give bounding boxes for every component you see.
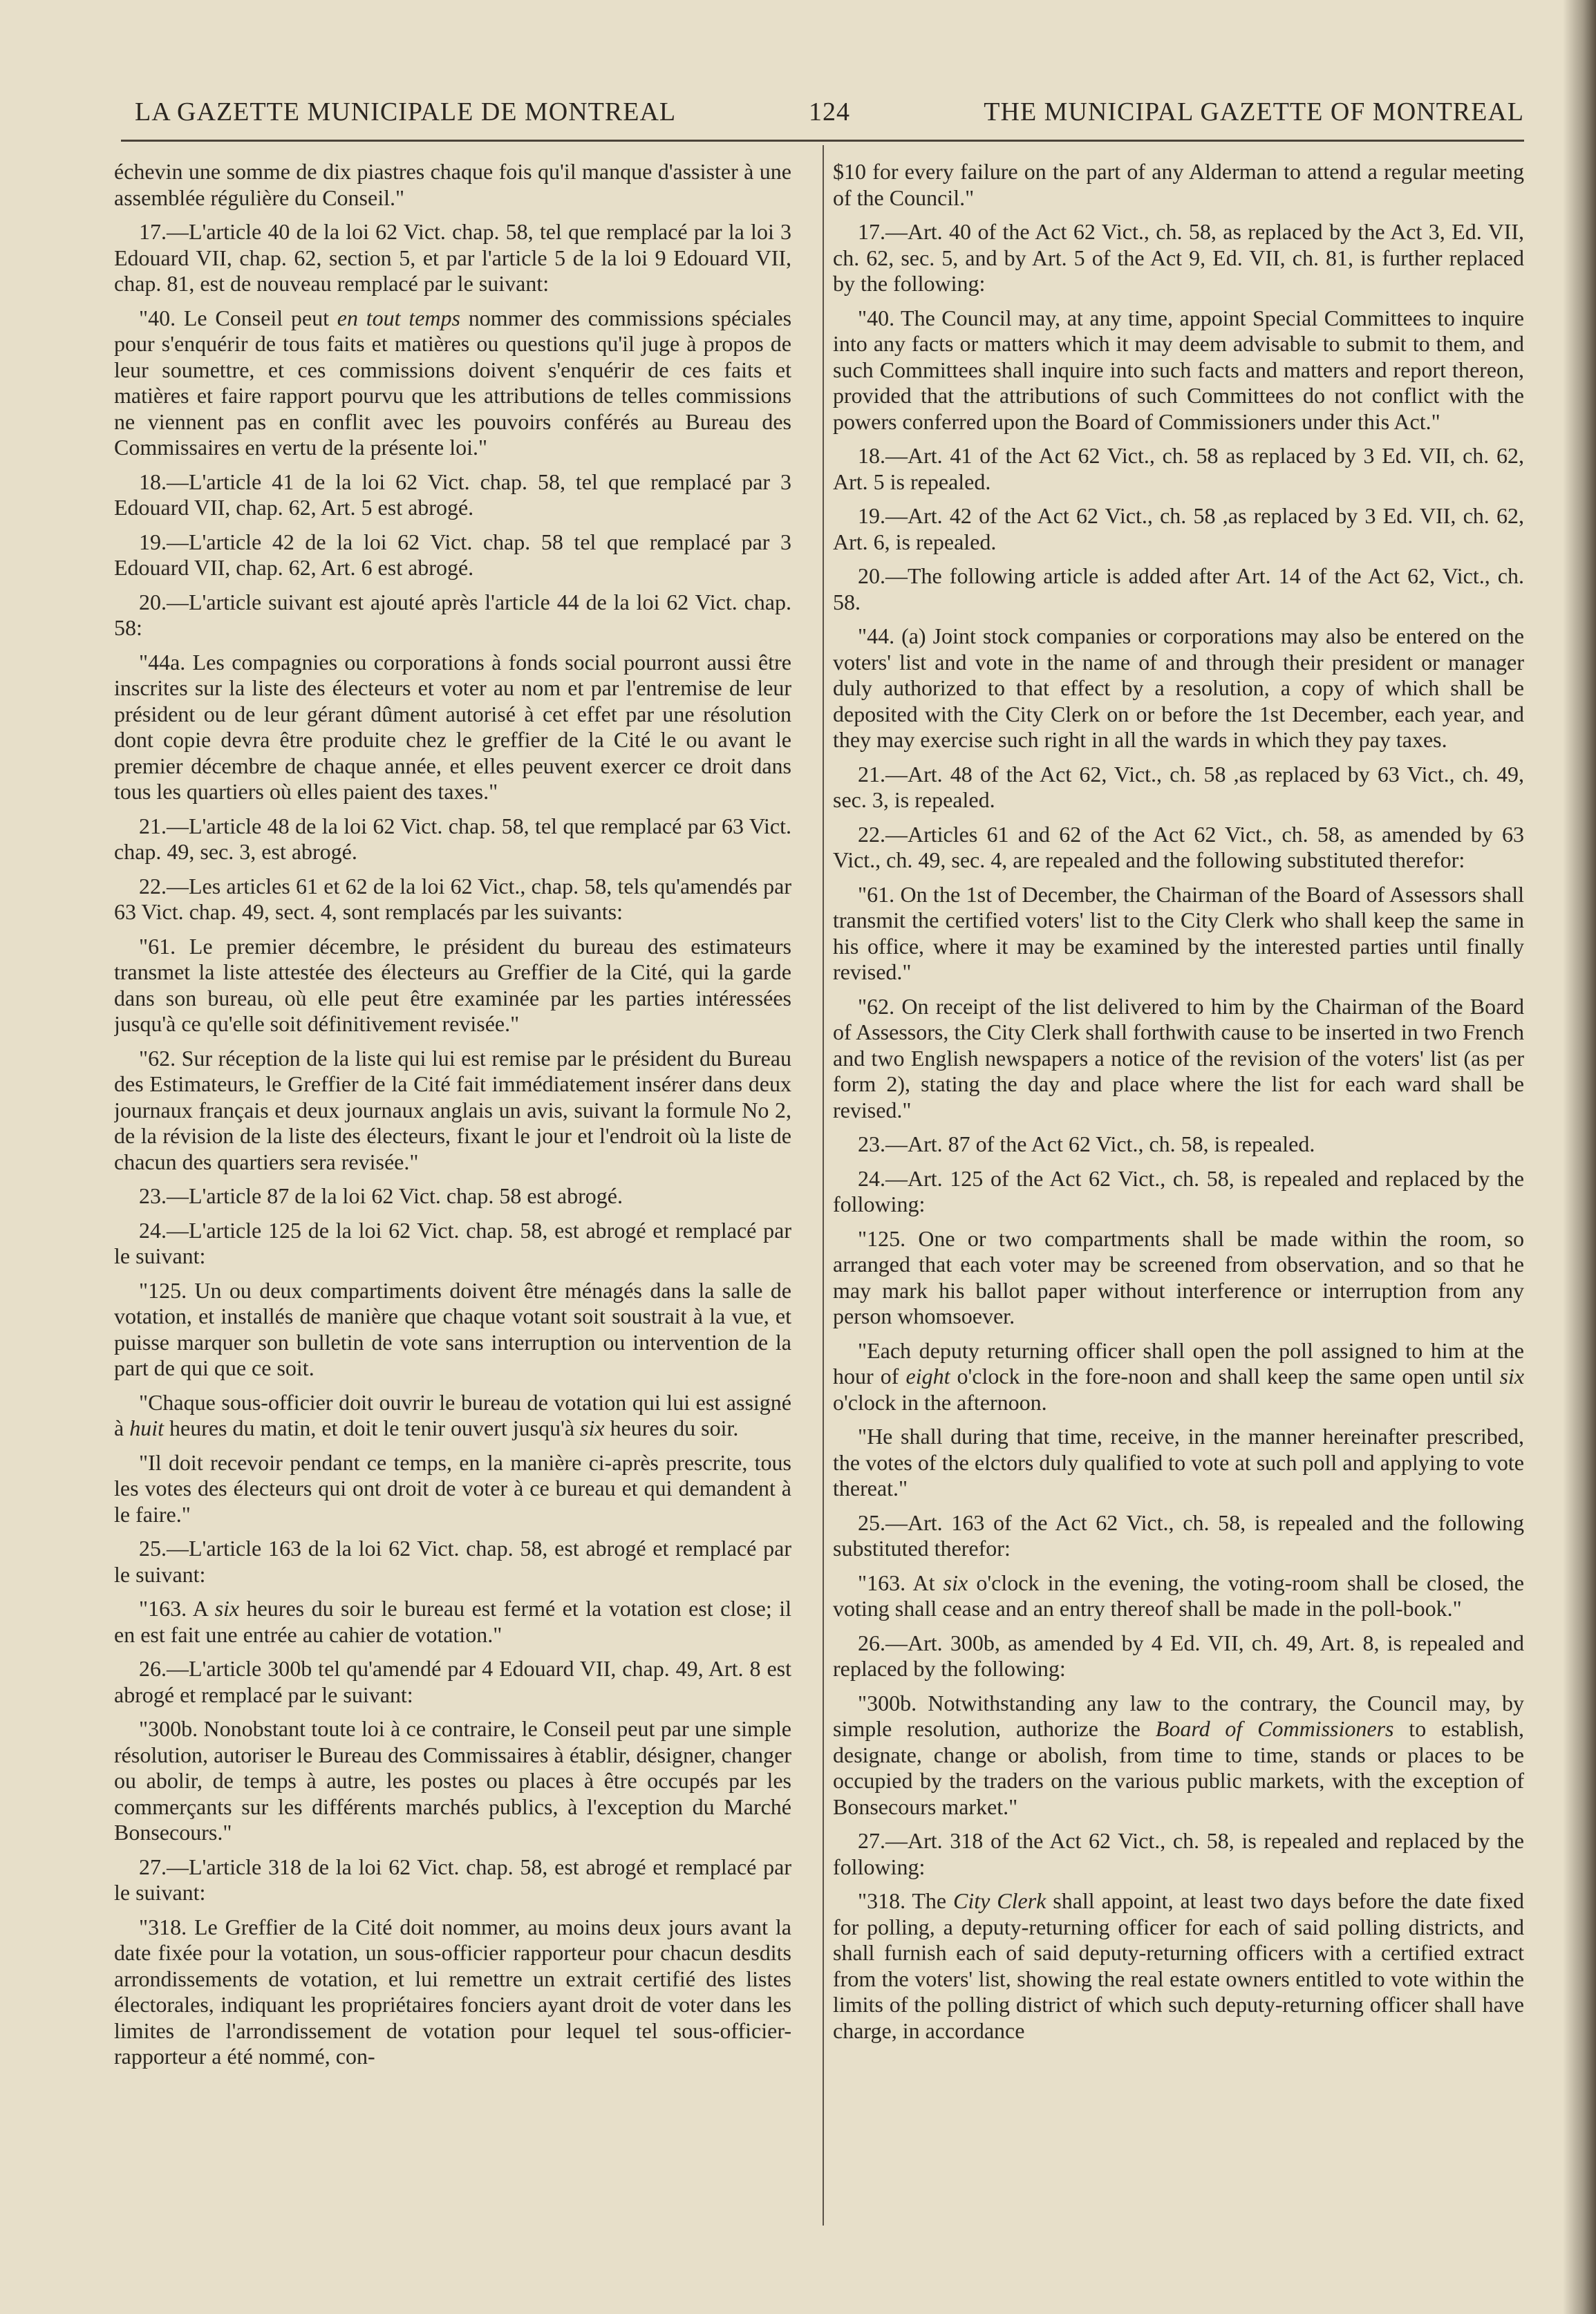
french-paragraph [114,529,791,581]
french-paragraph [114,159,791,211]
page-header [121,97,1524,138]
page-number: 124 [809,97,850,126]
french-paragraph [114,934,791,1037]
paragraph-text: "44a. Les compagnies ou corporations à fonds social pourront aussi être inscrites sur la liste des électeurs et voter au nom et par l'entremise de leur président ou de leur gérant dûment autorisé à cet effet par une résolution dont copie devra être produite chez le greffier de la Cité le ou avant le premier décembre de chaque année, et elles peuvent exercer ce droit dans tous les quartiers où elles paient des taxes." [114,649,791,804]
paragraph-text: 20.—L'article suivant est ajouté après l'article 44 de la loi 62 Vict. chap. 58: [114,589,791,640]
paragraph-text: 25.—L'article 163 de la loi 62 Vict. chap. 58, est abrogé et remplacé par le suivant: [114,1536,791,1587]
english-paragraph [833,305,1524,435]
paragraph-text: 26.—L'article 300b tel qu'amendé par 4 Edouard VII, chap. 49, Art. 8 est abrogé et remplacé par le suivant: [114,1656,791,1707]
french-paragraph [114,1218,791,1270]
paragraph-text: nommer des commissions spéciales pour s'enquérir de tous faits et matières ou questions qu'il juge à propos de leur soumettre, et ces commissions doivent s'enquérir de ces faits et matières et faire rapport pourvu que les attributions de telles commissions ne viennent pas en conflit avec les pouvoirs conférés au Bureau des Commissaires en vertu de la présente loi." [114,305,791,460]
column-divider [823,145,824,2226]
paragraph-text: "61. On the 1st of December, the Chairman of the Board of Assessors shall transmit the certified voters' list to the City Clerk who shall keep the same in his office, where it may be examined by the interested parties until finally revised." [833,881,1524,984]
header-english-title: THE MUNICIPAL GAZETTE OF MONTREAL [984,97,1524,126]
paragraph-text: 24.—Art. 125 of the Act 62 Vict., ch. 58, is repealed and replaced by the following: [833,1165,1524,1216]
paragraph-text: "Chaque sous-officier doit ouvrir le bureau de votation qui lui est assigné à [114,1389,791,1440]
french-paragraph [114,650,791,805]
french-paragraph [114,469,791,521]
paragraph-text: "44. (a) Joint stock companies or corporations may also be entered on the voters' list and vote in the name of and through their president or manager duly authorized to that effect by a resolution, a copy of which shall be deposited with the City Clerk on or before the 1st December, each year, and they may exercise such right in all the wards in which they pay taxes. [833,623,1524,752]
english-column [833,159,1524,2232]
header-french-title: LA GAZETTE MUNICIPALE DE MONTREAL [135,97,677,126]
italic-text: City Clerk [953,1888,1046,1913]
paragraph-text: 17.—Art. 40 of the Act 62 Vict., ch. 58, as replaced by the Act 3, Ed. VII, ch. 62, sec. 5, and by Art. 5 of the Act 9, Ed. VII, ch. 81, is further replaced by the following: [833,219,1524,296]
french-paragraph [114,1915,791,2070]
italic-text: huit [129,1415,164,1440]
paragraph-text: "163. At [858,1570,943,1595]
italic-text: six [1499,1364,1524,1389]
italic-text: en tout temps [337,305,460,330]
paragraph-text: o'clock in the afternoon. [833,1389,1047,1415]
paragraph-text: "125. Un ou deux compartiments doivent être ménagés dans la salle de votation, et installés de manière que chaque votant soit soustrait à la vue, et puisse marquer son bulletin de vote sans interruption ou intervention de la part de qui que ce soit. [114,1277,791,1380]
english-paragraph [833,1888,1524,2044]
english-paragraph [833,822,1524,874]
italic-text: six [580,1415,605,1440]
english-paragraph [833,1510,1524,1562]
french-paragraph [114,590,791,641]
english-paragraph [833,994,1524,1124]
french-paragraph [114,1046,791,1176]
paragraph-text: 24.—L'article 125 de la loi 62 Vict. chap. 58, est abrogé et remplacé par le suivant: [114,1217,791,1268]
paragraph-text: "318. The [858,1888,954,1913]
french-paragraph [114,1450,791,1528]
paragraph-text: "300b. Nonobstant toute loi à ce contraire, le Conseil peut par une simple résolution, autoriser le Bureau des Commissaires à établir, désigner, changer ou abolir, de temps à autre, les postes ou places à être occupés par les commerçants sur les différents marchés publics, à l'exception du Marché Bonsecours." [114,1716,791,1845]
paragraph-text: 20.—The following article is added after Art. 14 of the Act 62, Vict., ch. 58. [833,563,1524,614]
paragraph-text: 23.—Art. 87 of the Act 62 Vict., ch. 58, is repealed. [858,1131,1315,1156]
paragraph-text: "40. Le Conseil peut [139,305,337,330]
english-paragraph [833,1226,1524,1330]
header-rule [121,140,1524,142]
italic-text: six [214,1596,240,1621]
english-paragraph [833,762,1524,813]
paragraph-text: 17.—L'article 40 de la loi 62 Vict. chap. 58, tel que remplacé par la loi 3 Edouard VII, chap. 62, section 5, et par l'article 5 de la loi 9 Edouard VII, chap. 81, est de nouveau remplacé par le suivant: [114,219,791,296]
english-paragraph [833,503,1524,555]
paragraph-text: "He shall during that time, receive, in the manner hereinafter prescribed, the votes of the elctors duly qualified to vote at such poll and applying to vote thereat." [833,1424,1524,1501]
english-paragraph [833,159,1524,211]
english-paragraph [833,443,1524,495]
french-paragraph [114,1596,791,1648]
paragraph-text: 27.—L'article 318 de la loi 62 Vict. chap. 58, est abrogé et remplacé par le suivant: [114,1854,791,1905]
english-paragraph [833,882,1524,986]
paragraph-text: "Il doit recevoir pendant ce temps, en la manière ci-après prescrite, tous les votes des électeurs qui ont droit de voter à ce bureau et qui demandent à le faire." [114,1449,791,1527]
paragraph-text: shall appoint, at least two days before the date fixed for polling, a deputy-returning officer for each of said polling districts, and shall furnish each of said deputy-returning officers with a certified extract from the voters' list, showing the real estate owners entitled to vote within the limits of the polling district of which such deputy-returning officer shall have charge, in accordance [833,1888,1524,2043]
french-paragraph [114,874,791,925]
english-paragraph [833,563,1524,615]
english-paragraph [833,1828,1524,1880]
paragraph-text: heures du soir le bureau est fermé et la votation est close; il en est fait une entrée au cahier de votation." [114,1596,791,1647]
paragraph-text: o'clock in the fore-noon and shall keep the same open until [950,1364,1500,1389]
paragraph-text: "318. Le Greffier de la Cité doit nommer, au moins deux jours avant la date fixée pour la votation, un sous-officier rapporteur pour chacun desdits arrondissements de votation, et lui remettre un extrait certifié des listes électorales, indiquant les propriétaires fonciers ayant droit de voter dans les limites de l'arrondissement de votation pour lequel tel sous-officier-rapporteur a été nommé, con- [114,1914,791,2069]
english-paragraph [833,1338,1524,1416]
paragraph-text: 19.—Art. 42 of the Act 62 Vict., ch. 58 ,as replaced by 3 Ed. VII, ch. 62, Art. 6, is repealed. [833,503,1524,554]
french-paragraph [114,1183,791,1210]
french-paragraph [114,1278,791,1382]
paragraph-text: "61. Le premier décembre, le président du bureau des estimateurs transmet la liste attestée des électeurs au Greffier de la Cité, qui la garde dans son bureau, où elle peut être examinée par les parties intéressées jusqu'à ce qu'elle soit définitivement revisée." [114,933,791,1036]
paragraph-text: 27.—Art. 318 of the Act 62 Vict., ch. 58, is repealed and replaced by the following: [833,1828,1524,1879]
italic-text: eight [905,1364,950,1389]
english-paragraph [833,219,1524,297]
english-paragraph [833,1570,1524,1622]
paragraph-text: to establish, designate, change or abolish, from time to time, stands or places to be occupied by the traders on the various public markets, with the exception of Bonsecours market." [833,1716,1524,1819]
paragraph-text: heures du soir. [604,1415,739,1440]
french-paragraph [114,219,791,297]
italic-text: Board of Commissioners [1155,1716,1394,1741]
french-paragraph [114,305,791,461]
paragraph-text: "62. On receipt of the list delivered to him by the Chairman of the Board of Assessors, the City Clerk shall forthwith cause to be inserted in two French and two English newspapers a notice of the revision of the voters' list (as per form 2), stating the day and place where the list for each ward shall be revised." [833,993,1524,1122]
paragraph-text: o'clock in the evening, the voting-room shall be closed, the voting shall cease and an entry thereof shall be made in the poll-book." [833,1570,1524,1621]
paragraph-text: 18.—L'article 41 de la loi 62 Vict. chap. 58, tel que remplacé par 3 Edouard VII, chap. 62, Art. 5 est abrogé. [114,469,791,520]
paragraph-text: $10 for every failure on the part of any Alderman to attend a regular meeting of the Council." [833,159,1524,210]
paragraph-text: 21.—Art. 48 of the Act 62, Vict., ch. 58 ,as replaced by 63 Vict., ch. 49, sec. 3, is repealed. [833,761,1524,812]
english-paragraph [833,1166,1524,1218]
paragraph-text: 22.—Les articles 61 et 62 de la loi 62 Vict., chap. 58, tels qu'amendés par 63 Vict. chap. 49, sect. 4, sont remplacés par les suivants: [114,873,791,924]
italic-text: six [943,1570,968,1595]
paragraph-text: 22.—Articles 61 and 62 of the Act 62 Vict., ch. 58, as amended by 63 Vict., ch. 49, sec. 4, are repealed and the following substituted therefor: [833,821,1524,872]
french-paragraph [114,1854,791,1906]
paragraph-text: 18.—Art. 41 of the Act 62 Vict., ch. 58 as replaced by 3 Ed. VII, ch. 62, Art. 5 is repealed. [833,443,1524,494]
english-paragraph [833,1131,1524,1158]
paragraph-text: "Each deputy returning officer shall open the poll assigned to him at the hour of [833,1337,1524,1389]
paragraph-text: 26.—Art. 300b, as amended by 4 Ed. VII, ch. 49, Art. 8, is repealed and replaced by the following: [833,1630,1524,1681]
french-paragraph [114,1536,791,1588]
french-column [114,159,791,2232]
english-paragraph [833,1424,1524,1502]
french-paragraph [114,1656,791,1708]
paragraph-text: 19.—L'article 42 de la loi 62 Vict. chap. 58 tel que remplacé par 3 Edouard VII, chap. 62, Art. 6 est abrogé. [114,529,791,580]
page-edge-shadow [1563,0,1596,2314]
paragraph-text: heures du matin, et doit le tenir ouvert jusqu'à [163,1415,581,1440]
paragraph-text: 21.—L'article 48 de la loi 62 Vict. chap. 58, tel que remplacé par 63 Vict. chap. 49, sec. 3, est abrogé. [114,813,791,864]
paragraph-text: 25.—Art. 163 of the Act 62 Vict., ch. 58, is repealed and the following substituted therefor: [833,1509,1524,1561]
french-paragraph [114,813,791,865]
french-paragraph [114,1716,791,1846]
paragraph-text: "300b. Notwithstanding any law to the contrary, the Council may, by simple resolution, authorize the [833,1690,1524,1741]
paragraph-text: "163. A [139,1596,215,1621]
french-paragraph [114,1390,791,1442]
english-paragraph [833,623,1524,753]
paragraph-text: échevin une somme de dix piastres chaque fois qu'il manque d'assister à une assemblée régulière du Conseil." [114,159,791,210]
paragraph-text: "40. The Council may, at any time, appoint Special Committees to inquire into any facts or matters which it may deem advisable to submit to them, and such Committees shall inquire into such facts and matters and report thereon, provided that the attributions of such Committees do not conflict with the powers conferred upon the Board of Commissioners under this Act." [833,305,1524,434]
english-paragraph [833,1630,1524,1682]
english-paragraph [833,1691,1524,1821]
paragraph-text: "125. One or two compartments shall be made within the room, so arranged that each voter may be screened from observation, and so that he may mark his ballot paper without interference or interruption from any person whomsoever. [833,1225,1524,1328]
paragraph-text: "62. Sur réception de la liste qui lui est remise par le président du Bureau des Estimateurs, le Greffier de la Cité fait immédiatement insérer dans deux journaux français et deux journaux anglais un avis, suivant la formule No 2, de la révision de la liste des électeurs, fixant le jour et l'endroit où la liste de chacun des quartiers sera revisée." [114,1045,791,1174]
paragraph-text: 23.—L'article 87 de la loi 62 Vict. chap. 58 est abrogé. [139,1183,623,1208]
